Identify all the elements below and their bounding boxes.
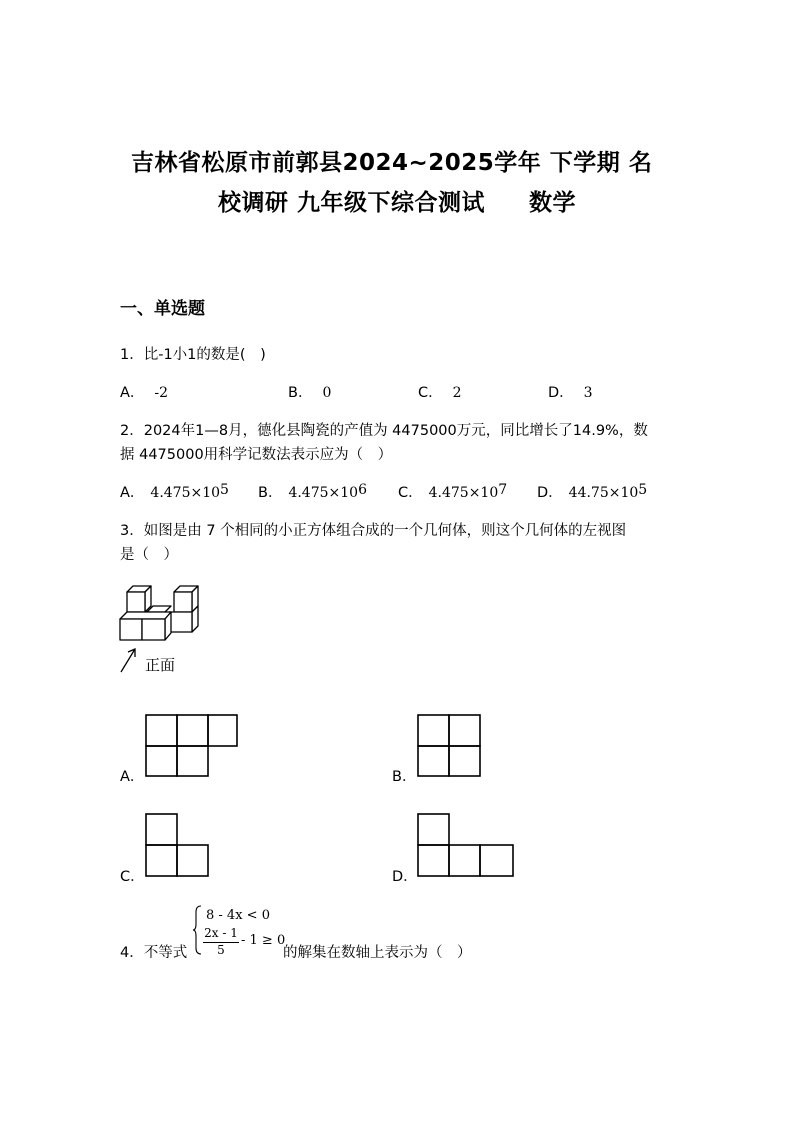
option-label: C． bbox=[398, 485, 423, 501]
option-value: -2 bbox=[154, 385, 169, 401]
q3-option-a-figure[interactable] bbox=[144, 713, 240, 779]
option-exponent: 5 bbox=[638, 482, 648, 498]
option-base: 44.75×10 bbox=[568, 485, 639, 501]
question-3-line-1: 3．如图是由 7 个相同的小正方体组合成的一个几何体，则这个几何体的左视图 bbox=[120, 523, 627, 539]
question-1-stem: 1．比-1小1的数是( ) bbox=[120, 347, 266, 363]
question-4-suffix: 的解集在数轴上表示为（ ） bbox=[283, 945, 472, 961]
q1-option-d[interactable] bbox=[548, 381, 593, 402]
q3-option-a-label[interactable]: A． bbox=[120, 769, 145, 785]
question-3-line-2: 是（ ） bbox=[120, 547, 178, 563]
option-base: 4.475×10 bbox=[150, 485, 221, 501]
q1-option-a[interactable] bbox=[120, 381, 168, 402]
q2-option-a[interactable] bbox=[120, 481, 229, 502]
q3-option-c-label[interactable]: C． bbox=[120, 869, 145, 885]
option-label: A． bbox=[120, 485, 145, 501]
option-exponent: 6 bbox=[358, 482, 367, 498]
title-line-1: 吉林省松原市前郭县2024~2025学年 下学期 名 bbox=[131, 150, 653, 176]
option-base: 4.475×10 bbox=[288, 485, 359, 501]
option-label: D． bbox=[537, 485, 563, 501]
option-value: 3 bbox=[583, 385, 593, 401]
q2-option-b[interactable] bbox=[258, 481, 367, 502]
option-label: B． bbox=[258, 485, 283, 501]
option-value: 0 bbox=[322, 385, 332, 401]
option-label: C． bbox=[418, 385, 443, 401]
fraction-numerator: 2x - 1 bbox=[204, 926, 238, 940]
option-label: B． bbox=[288, 385, 313, 401]
option-label: A． bbox=[120, 385, 145, 401]
front-label: 正面 bbox=[145, 656, 176, 674]
fraction-denominator: 5 bbox=[217, 943, 225, 957]
q3-option-d-label[interactable]: D． bbox=[392, 869, 418, 885]
q1-option-c[interactable] bbox=[418, 381, 462, 402]
option-label: D． bbox=[548, 385, 574, 401]
option-exponent: 5 bbox=[220, 482, 229, 498]
question-2-line-2: 据 4475000用科学记数法表示应为（ ） bbox=[120, 447, 393, 463]
title-subject: 数学 bbox=[529, 190, 576, 216]
q2-option-d[interactable] bbox=[537, 481, 647, 502]
question-2-line-1: 2．2024年1—8月，德化县陶瓷的产值为 4475000万元，同比增长了14.9%，数 bbox=[120, 423, 648, 439]
q3-option-b-label[interactable]: B． bbox=[392, 769, 417, 785]
q1-option-b[interactable] bbox=[288, 381, 331, 402]
title-line-2: 校调研 九年级下综合测试 bbox=[218, 190, 486, 216]
question-4-prefix: 4．不等式 bbox=[120, 945, 188, 961]
inequality-1: 8 - 4x < 0 bbox=[206, 908, 270, 923]
q3-option-b-figure[interactable] bbox=[416, 713, 484, 779]
option-exponent: 7 bbox=[498, 482, 508, 498]
q3-option-d-figure[interactable] bbox=[416, 812, 518, 879]
section-heading: 一、单选题 bbox=[120, 299, 205, 319]
inequality-2-rest: - 1 ≥ 0 bbox=[241, 933, 286, 948]
q2-option-c[interactable] bbox=[398, 481, 507, 502]
q3-option-c-figure[interactable] bbox=[144, 812, 212, 879]
option-base: 4.475×10 bbox=[428, 485, 499, 501]
option-value: 2 bbox=[452, 385, 462, 401]
